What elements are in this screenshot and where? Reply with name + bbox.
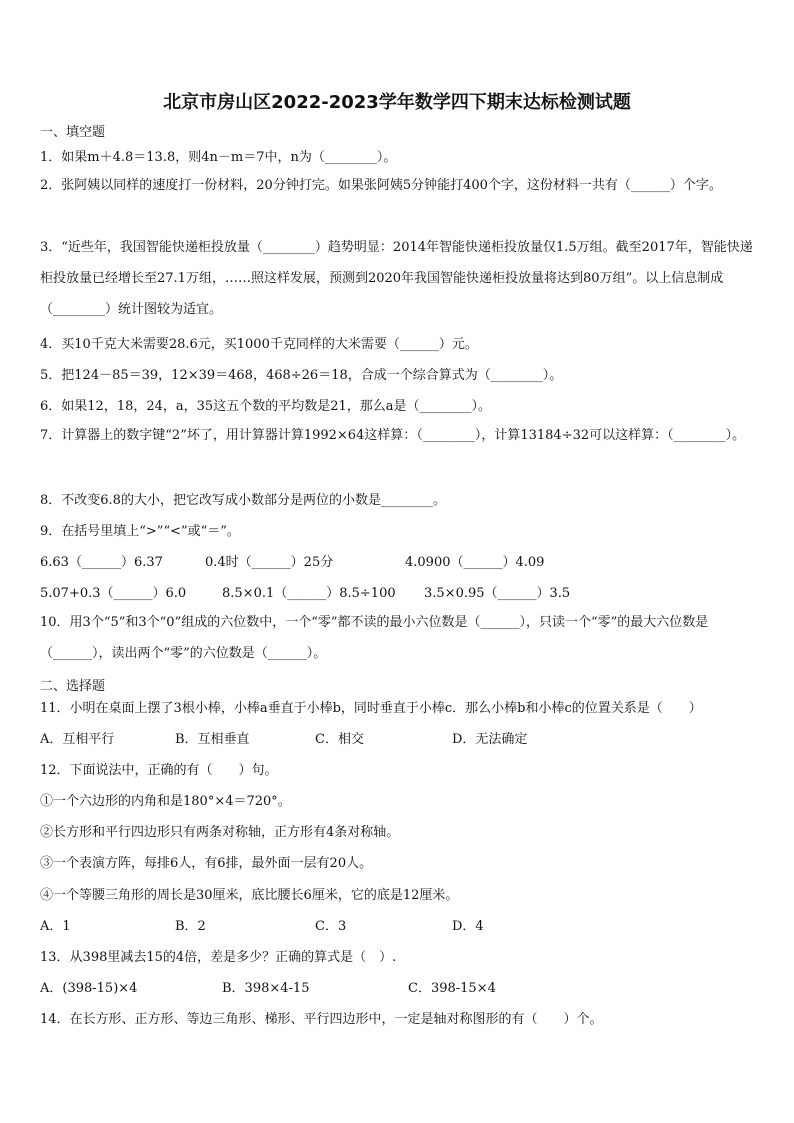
option-a: A．互相平行 bbox=[40, 732, 115, 747]
q12-statement-4: ④一个等腰三角形的周长是30厘米，底比腰长6厘米，它的底是12厘米。 bbox=[40, 888, 459, 903]
option-c: C．相交 bbox=[315, 732, 364, 747]
question-6: 6．如果12，18，24，a，35这五个数的平均数是21，那么a是（________）。 bbox=[40, 399, 491, 414]
option-b: B．互相垂直 bbox=[175, 732, 250, 747]
q9-item: 0.4时（______）25分 bbox=[205, 555, 334, 570]
q9-item: 8.5×0.1（______）8.5÷100 bbox=[222, 586, 396, 601]
question-4: 4．买10千克大米需要28.6元，买1000千克同样的大米需要（______）元。 bbox=[40, 337, 478, 352]
q9-item: 4.0900（______）4.09 bbox=[405, 555, 545, 570]
question-5: 5．把124－85＝39，12×39＝468，468÷26＝18，合成一个综合算式为（________）。 bbox=[40, 368, 563, 383]
option-b: B．398×4-15 bbox=[222, 981, 310, 996]
option-a: A．(398-15)×4 bbox=[40, 981, 138, 996]
q12-statement-2: ②长方形和平行四边形只有两条对称轴，正方形有4条对称轴。 bbox=[40, 825, 400, 840]
q12-statement-1: ①一个六边形的内角和是180°×4＝720°。 bbox=[40, 794, 291, 809]
question-14: 14．在长方形、正方形、等边三角形、梯形、平行四边形中，一定是轴对称图形的有（ ）个。 bbox=[40, 1012, 603, 1027]
question-9: 9．在括号里填上“>”“<”或“＝”。 bbox=[40, 524, 240, 539]
page-title: 北京市房山区2022-2023学年数学四下期末达标检测试题 bbox=[163, 92, 631, 113]
question-8: 8．不改变6.8的大小，把它改写成小数部分是两位的小数是________。 bbox=[40, 493, 446, 508]
question-3: 3．“近些年，我国智能快递柜投放量（________）趋势明显：2014年智能快递柜投放量仅1.5万组。截至2017年，智能快递柜投放量已经增长至27.1万组，……照这样发展，预测到2020年我国智能快递柜投放量将达到80万组”。以上信息制成（________）统计图较为适宜。 bbox=[40, 240, 753, 317]
q12-statement-3: ③一个表演方阵，每排6人，有6排，最外面一层有20人。 bbox=[40, 856, 373, 871]
section-choice: 二、选择题 bbox=[40, 679, 106, 694]
question-11: 11．小明在桌面上摆了3根小棒，小棒a垂直于小棒b，同时垂直于小棒c．那么小棒b和小棒c的位置关系是（ ） bbox=[40, 701, 702, 716]
q9-item: 6.63（______）6.37 bbox=[40, 555, 163, 570]
question-13: 13．从398里减去15的4倍，差是多少？正确的算式是（ ）. bbox=[40, 950, 397, 965]
option-a: A．1 bbox=[40, 919, 71, 934]
option-c: C．3 bbox=[315, 919, 347, 934]
option-b: B．2 bbox=[175, 919, 206, 934]
question-7: 7．计算器上的数字键“2”坏了，用计算器计算1992×64这样算：（________），计算13184÷32可以这样算：（________）。 bbox=[40, 428, 746, 443]
question-10: 10．用3个“5”和3个“0”组成的六位数中，一个“零”都不读的最小六位数是（______），只读一个“零”的最大六位数是（______），读出两个“零”的六位数是（______）。 bbox=[40, 615, 709, 661]
question-1: 1．如果m＋4.8＝13.8，则4n－m＝7中，n为（________）。 bbox=[40, 150, 397, 165]
option-d: D．4 bbox=[452, 919, 484, 934]
q9-item: 3.5×0.95（______）3.5 bbox=[424, 586, 571, 601]
question-2: 2．张阿姨以同样的速度打一份材料，20分钟打完。如果张阿姨5分钟能打400个字，这份材料一共有（______）个字。 bbox=[40, 178, 722, 193]
option-c: C．398-15×4 bbox=[408, 981, 496, 996]
option-d: D．无法确定 bbox=[452, 732, 528, 747]
q9-item: 5.07+0.3（______）6.0 bbox=[40, 586, 187, 601]
question-12: 12．下面说法中，正确的有（ ）句。 bbox=[40, 763, 278, 778]
section-fill-in: 一、填空题 bbox=[40, 125, 106, 140]
